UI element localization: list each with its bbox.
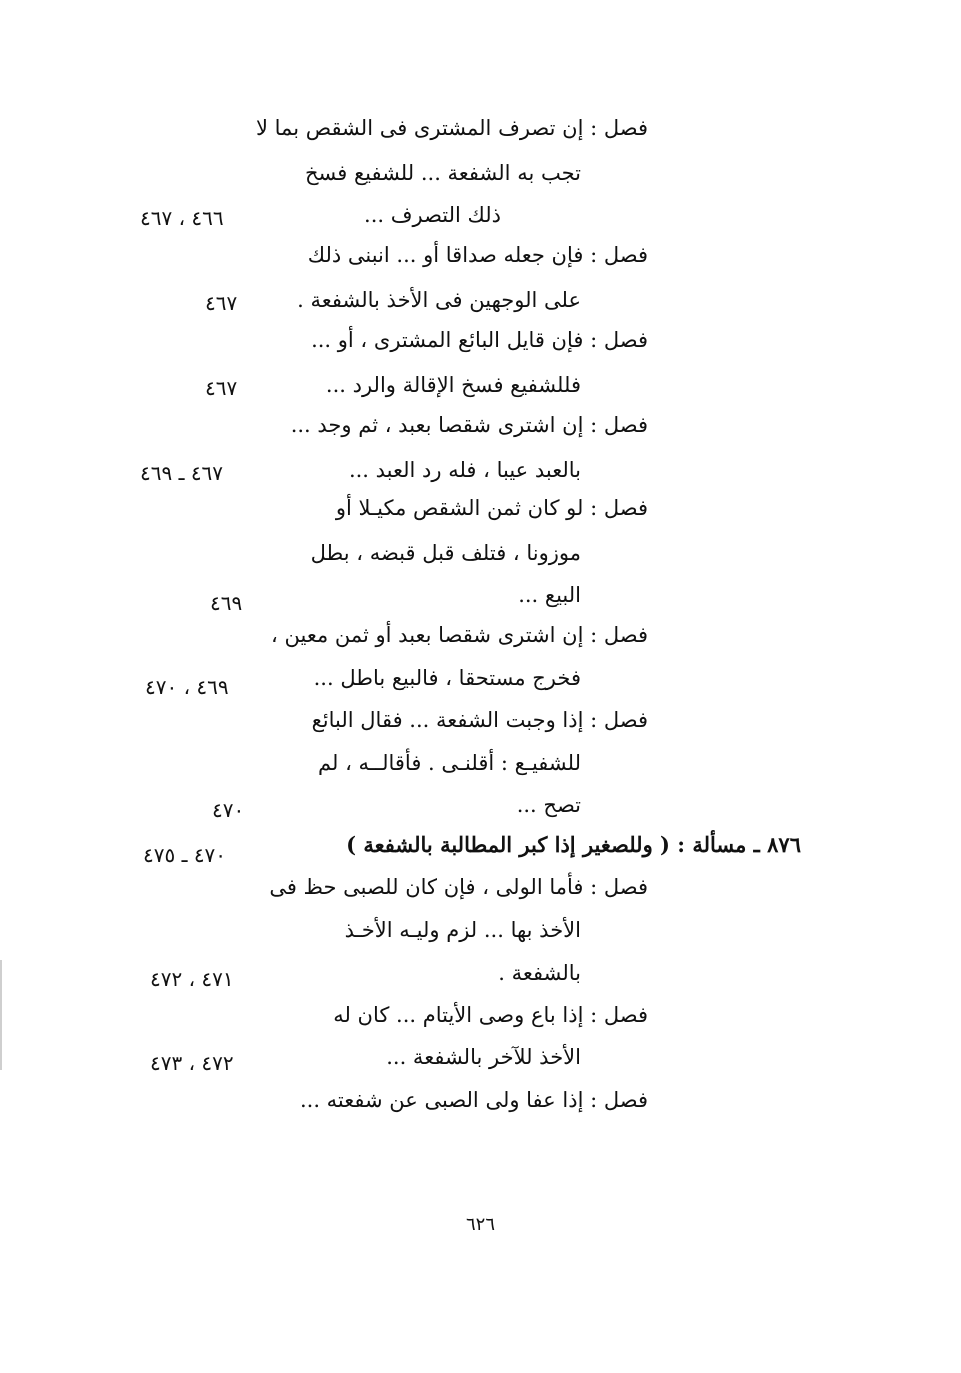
index-line: فصل : لو كان ثمن الشقص مكيـلا أو [335,496,648,520]
page-reference: ٤٦٩ [210,591,243,615]
index-line: فصل : إن اشترى شقصا بعبد ، ثم وجد ... [290,413,648,437]
page-reference: ٤٦٦ ، ٤٦٧ [140,206,224,230]
index-line: فصل : فإن جعله صداقا أو ... انبنى ذلك [307,243,648,267]
index-line: البيع ... [518,583,581,607]
page-reference: ٤٧٢ ، ٤٧٣ [150,1051,234,1075]
page-reference: ٤٧١ ، ٤٧٢ [150,967,234,991]
index-line: فصل : فإن قايل البائع المشترى ، أو ... [311,328,648,352]
index-line: ذلك التصرف ... [364,203,501,227]
page-reference: ٤٧٠ [212,798,245,822]
index-line: فصل : إذا وجبت الشفعة ... فقال البائع [311,708,648,732]
index-line: تجب به الشفعة ... للشفيع فسخ [304,161,581,185]
page-reference: ٤٦٧ ـ ٤٦٩ [140,461,224,485]
index-line: فصل : إذا عفا ولى الصبى عن شفعته ... [299,1088,648,1112]
page-number: ٦٢٦ [465,1214,495,1235]
page-reference: ٤٦٩ ، ٤٧٠ [145,675,229,699]
index-line: فصل : إن اشترى شقصا بعبد أو ثمن معين ، [271,623,648,647]
index-line: فصل : إن تصرف المشترى فى الشقص بما لا [256,116,648,140]
index-line: بالشفعة . [498,961,581,985]
index-line: الأخذ بها ... لزم وليـه الأخـذ [344,918,581,942]
index-line: فخرج مستحقا ، فالبيع باطل ... [313,666,581,690]
page-reference: ٤٦٧ [205,291,238,315]
index-line: تصح ... [516,793,581,817]
index-line: الأخذ للآخر بالشفعة ... [386,1045,581,1069]
index-line: موزونا ، فتلف قبل قبضه ، بطل [310,541,581,565]
index-line: فصل : إذا باع وصى الأيتام ... كان له [333,1003,648,1027]
page-edge-shadow [0,960,2,1070]
index-line: فللشفيع فسخ الإقالة والرد ... [325,373,581,397]
index-line: فصل : فأما الولى ، فإن كان للصبى حظ فى [269,875,648,899]
index-line: بالعبد عيبا ، فله رد العبد ... [348,458,581,482]
index-line: على الوجهين فى الأخذ بالشفعة . [297,288,581,312]
index-line: للشفيـع : أقلنـى . فأقالــه ، لم [318,751,581,775]
page-reference: ٤٦٧ [205,376,238,400]
page-reference: ٤٧٠ ـ ٤٧٥ [143,843,227,867]
section-heading: ٨٧٦ ـ مسألة : ( وللصغير إذا كبر المطالبة بالشفعة ) [346,832,801,857]
